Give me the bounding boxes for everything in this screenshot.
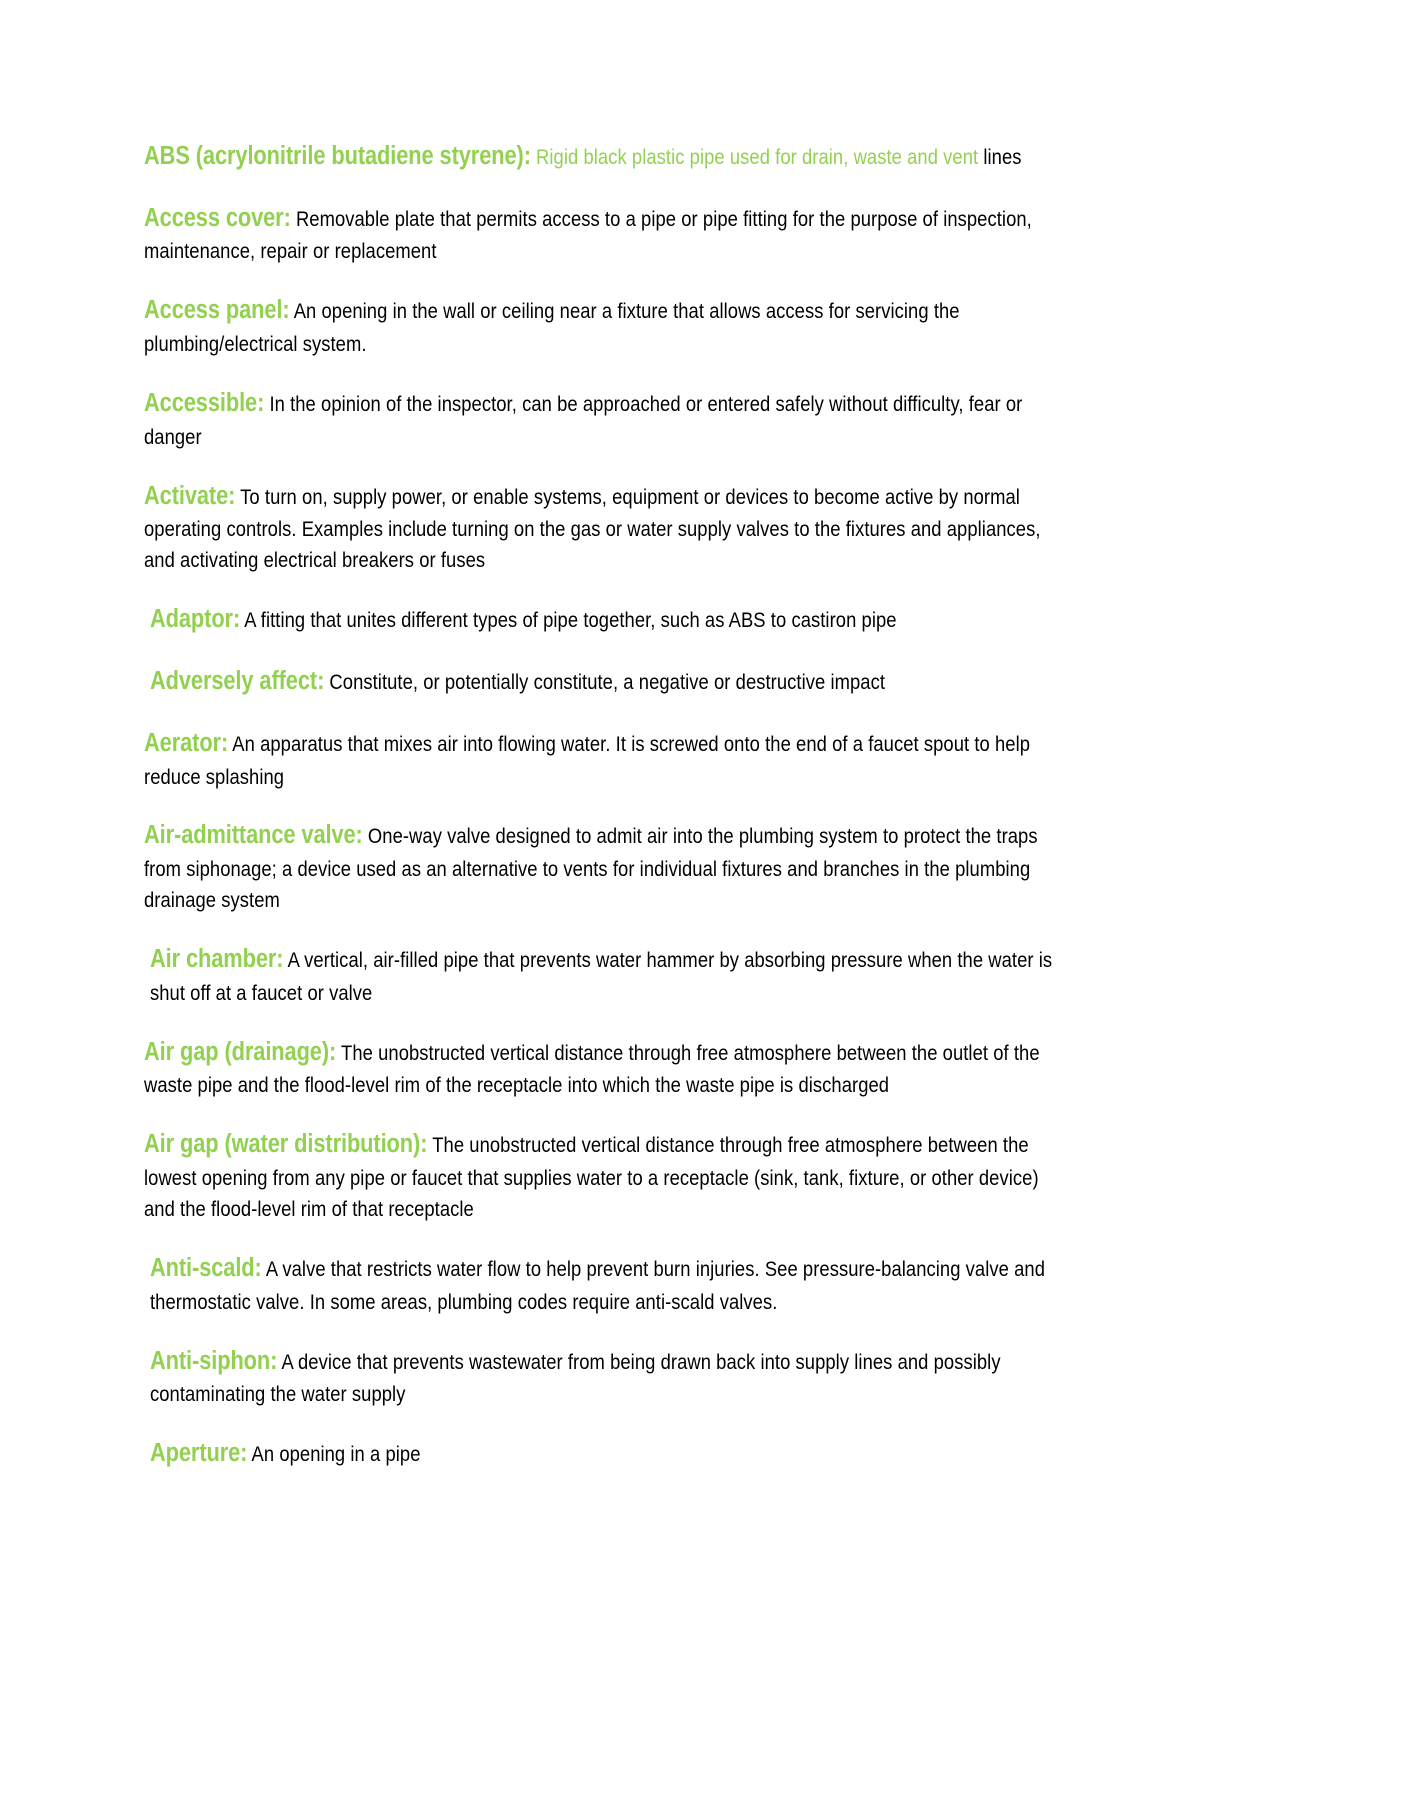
- glossary-definition: The unobstructed vertical distance through free atmosphere between the outlet of the waste pipe and the flood-level rim of the receptacle into which the waste pipe is discharged: [144, 1040, 1040, 1098]
- glossary-definition: A vertical, air-filled pipe that prevents water hammer by absorbing pressure when the water is shut off at a faucet or valve: [149, 948, 1053, 1005]
- glossary-term: Anti-siphon:: [149, 1346, 278, 1375]
- glossary-term: Accessible:: [144, 389, 265, 418]
- glossary-entry: [144, 478, 1074, 577]
- glossary-definition-continuation: lines: [983, 145, 1022, 169]
- glossary-term: Air chamber:: [149, 945, 284, 974]
- glossary-term: Adversely affect:: [149, 667, 325, 696]
- glossary-definition: To turn on, supply power, or enable systems, equipment or devices to become active by normal operating controls. Examples include turning on the gas or water supply valves to the fixtures and appliances, and activating electrical breakers or fuses: [144, 484, 1041, 573]
- glossary-entry: [144, 941, 1080, 1009]
- glossary-definition: In the opinion of the inspector, can be approached or entered safely without difficulty, fear or danger: [144, 392, 1023, 449]
- glossary-definition: A valve that restricts water flow to help prevent burn injuries. See pressure-balancing valve and thermostatic valve. In some areas, plumbing codes require anti-scald valves.: [149, 1257, 1045, 1314]
- glossary-entry: [144, 1126, 1074, 1225]
- glossary-term: Air gap (drainage):: [144, 1037, 337, 1066]
- glossary-entry: [144, 725, 1074, 793]
- glossary-entry: [144, 138, 1074, 175]
- glossary-term: Aerator:: [144, 728, 229, 757]
- glossary-term: Activate:: [144, 481, 236, 510]
- glossary-definition: One-way valve designed to admit air into the plumbing system to protect the traps from siphonage; a device used as an alternative to vents for individual fixtures and branches in the plumbing drainage system: [144, 824, 1038, 913]
- glossary-term: Aperture:: [149, 1439, 248, 1468]
- glossary-definition: An opening in the wall or ceiling near a fixture that allows access for servicing the plumbing/electrical system.: [144, 299, 960, 357]
- glossary-entry: [144, 817, 1074, 916]
- glossary-definition: An opening in a pipe: [251, 1442, 421, 1467]
- glossary-definition: A device that prevents wastewater from being drawn back into supply lines and possibly contaminating the water supply: [149, 1349, 1001, 1407]
- glossary-entry: [144, 292, 1074, 360]
- glossary-entry: [144, 1250, 1080, 1318]
- glossary-list: [144, 138, 1074, 1472]
- glossary-definition: Constitute, or potentially constitute, a negative or destructive impact: [329, 670, 886, 695]
- glossary-definition: Rigid black plastic pipe used for drain, waste and vent: [536, 145, 979, 169]
- glossary-definition: An apparatus that mixes air into flowing water. It is screwed onto the end of a faucet spout to help reduce splashing: [144, 731, 1031, 789]
- glossary-term: Adaptor:: [149, 605, 241, 634]
- glossary-term: Access cover:: [144, 203, 291, 232]
- glossary-entry: [144, 1034, 1074, 1102]
- glossary-definition: The unobstructed vertical distance through free atmosphere between the lowest opening from any pipe or faucet that supplies water to a receptacle (sink, tank, fixture, or other device) and the flood-level rim of that receptacle: [144, 1133, 1039, 1222]
- glossary-entry: [144, 385, 1074, 453]
- glossary-entry: [144, 663, 1080, 700]
- glossary-term: Access panel:: [144, 296, 290, 325]
- glossary-term: Air-admittance valve:: [144, 821, 363, 850]
- glossary-term: ABS (acrylonitrile butadiene styrene):: [144, 142, 531, 170]
- glossary-definition: Removable plate that permits access to a pipe or pipe fitting for the purpose of inspection, maintenance, repair or replacement: [144, 206, 1032, 264]
- glossary-entry: [144, 601, 1080, 638]
- glossary-entry: [144, 1343, 1080, 1411]
- glossary-entry: [144, 200, 1074, 268]
- glossary-term: Air gap (water distribution):: [144, 1130, 428, 1159]
- glossary-term: Anti-scald:: [149, 1254, 262, 1283]
- glossary-definition: A fitting that unites different types of pipe together, such as ABS to castiron pipe: [244, 608, 897, 633]
- glossary-entry: [144, 1435, 1080, 1472]
